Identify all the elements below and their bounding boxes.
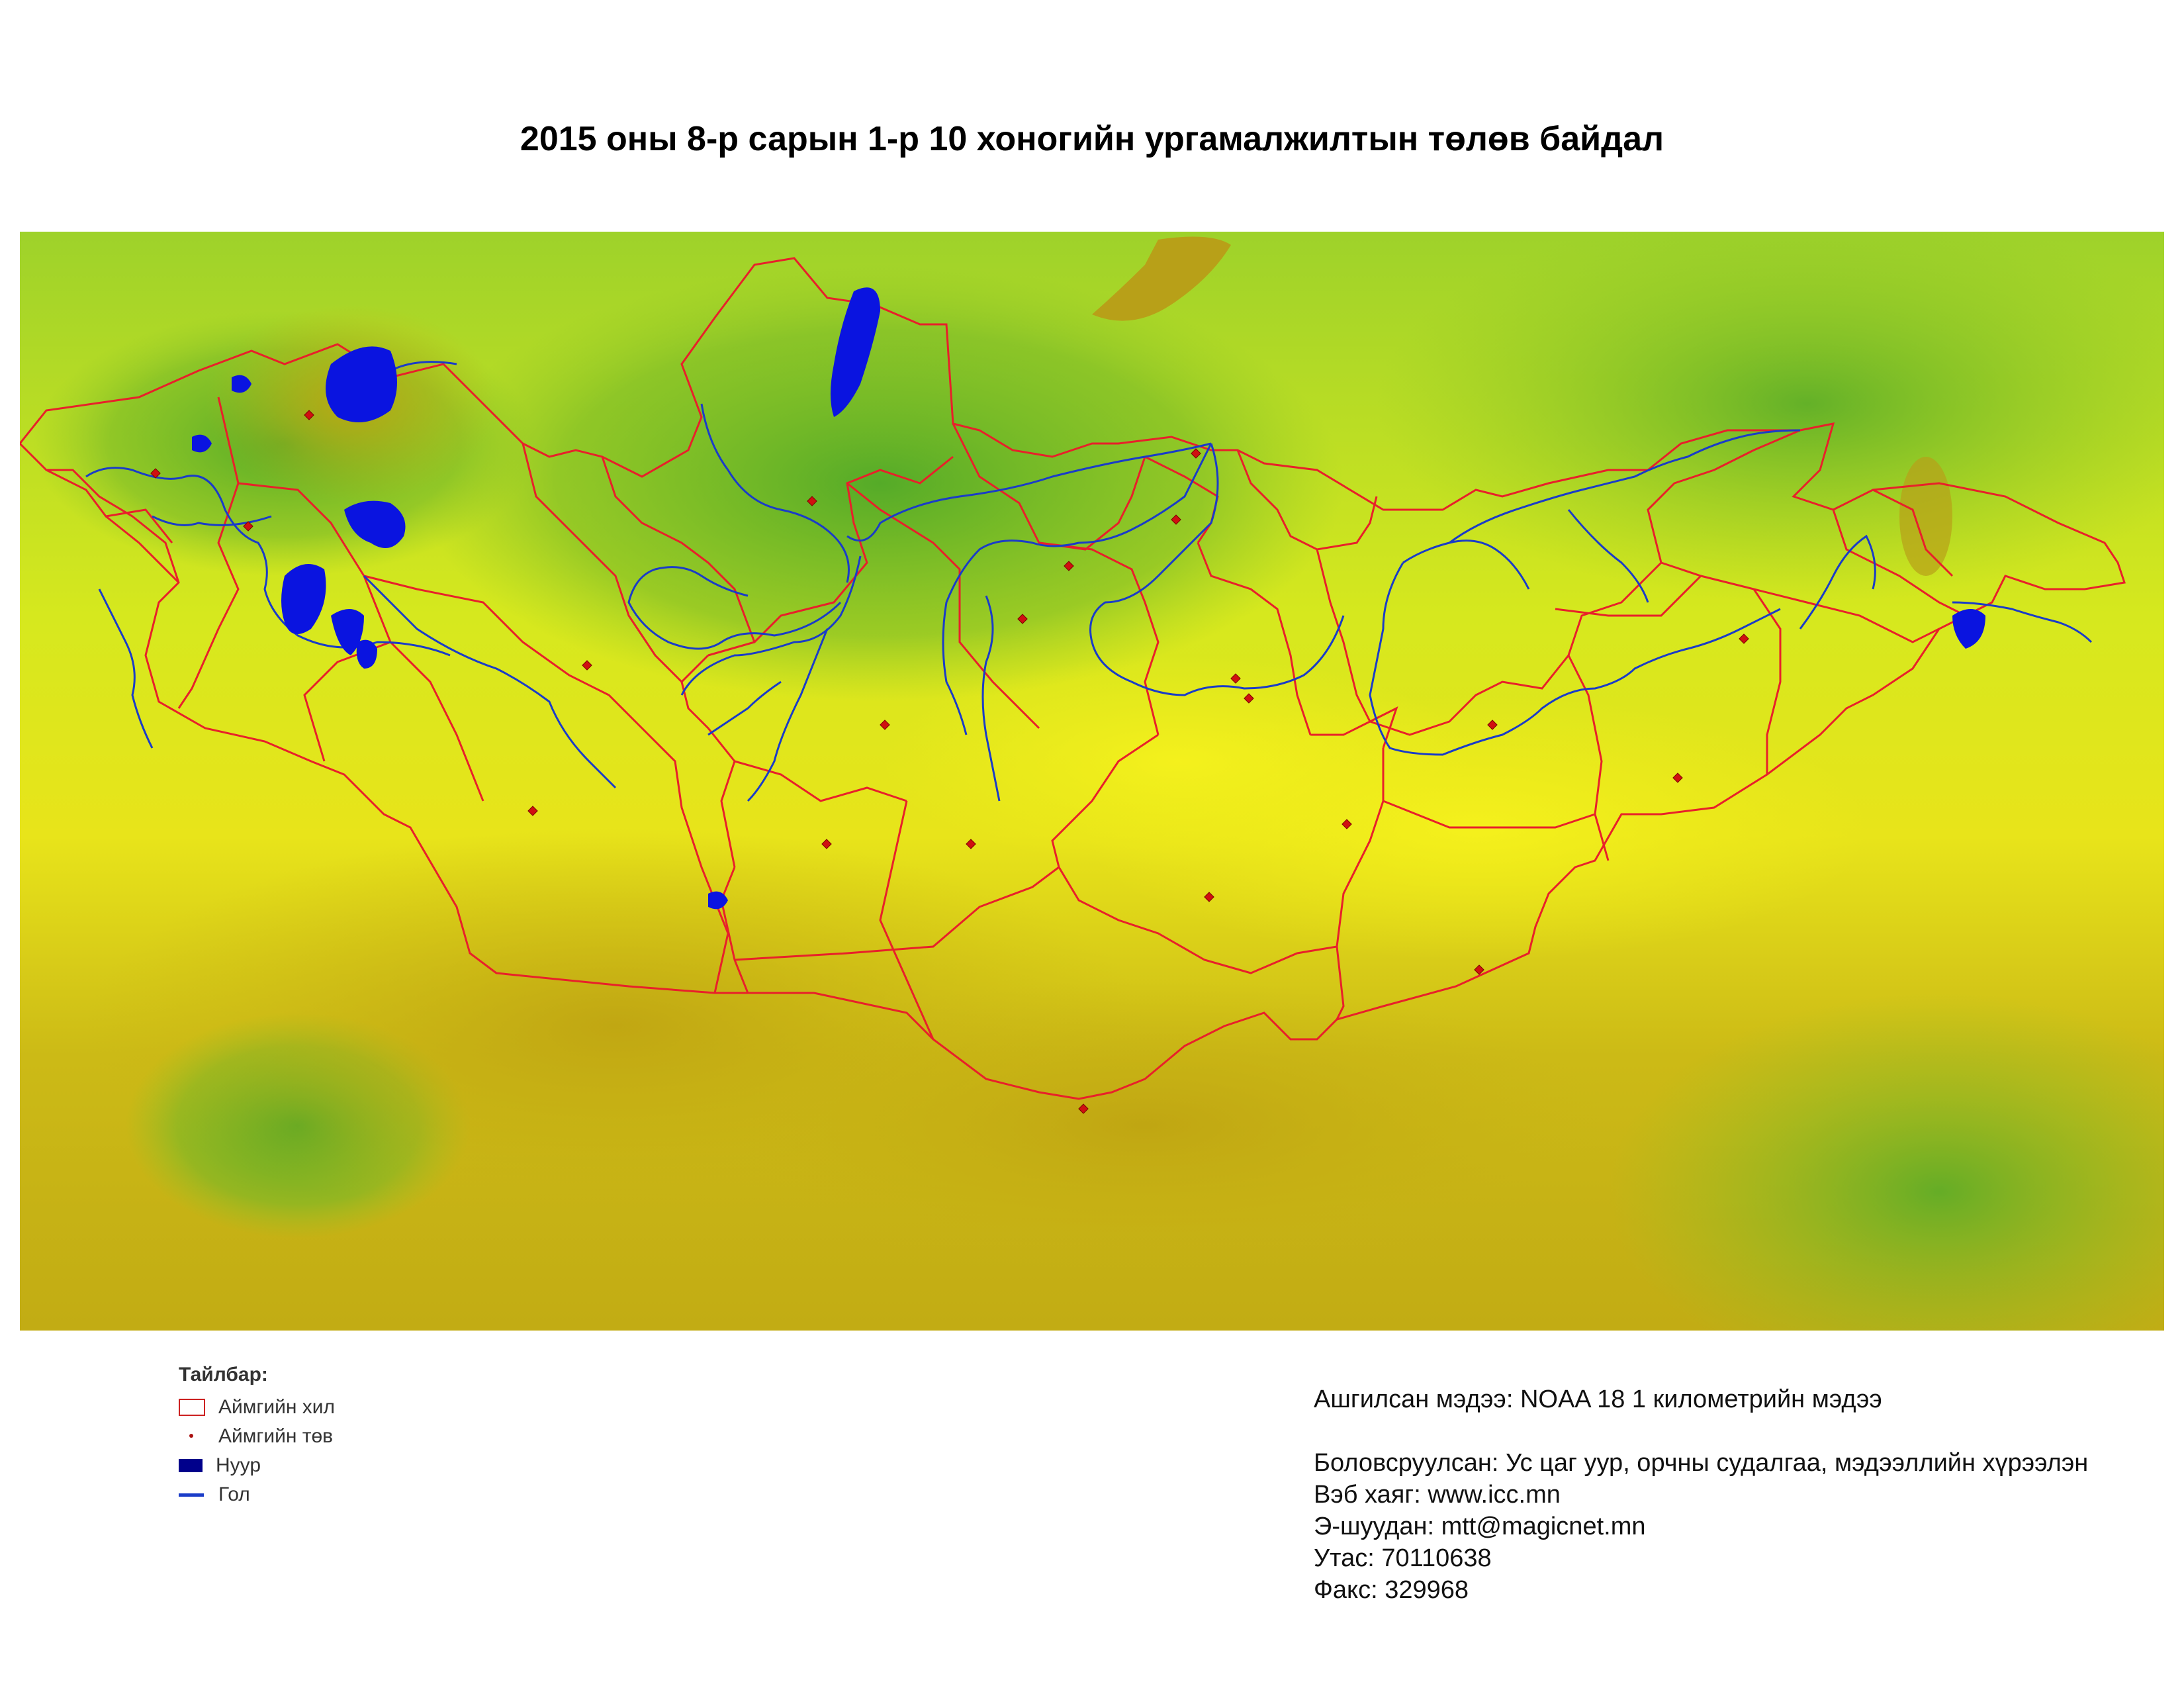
aimag-border-swatch (179, 1399, 205, 1416)
hulun-lake-area (1899, 457, 1952, 576)
sparse-zone-central-steppe (880, 655, 1476, 867)
data-source-text: Ашгилсан мэдээ: NOAA 18 1 километрийн мэдээ (1314, 1385, 1882, 1413)
aimag-center-swatch (179, 1428, 205, 1445)
legend-item-lake (179, 1451, 443, 1480)
map-canvas (20, 232, 2164, 1331)
desert-zone-gobi-south (682, 980, 1608, 1271)
info-block (1314, 1383, 2174, 1606)
email-text: Э-шуудан: mtt@magicnet.mn (1314, 1513, 1646, 1540)
vegetation-map (20, 232, 2164, 1331)
fax-text: Факс: 329968 (1314, 1576, 1469, 1604)
producer-text: Боловсруулсан: Ус цаг уур, орчны судалгаа, мэдээллийн хүрээлэн (1314, 1449, 2089, 1477)
legend-title: Тайлбар: (179, 1364, 268, 1385)
legend-label: Аймгийн хил (218, 1396, 336, 1418)
website-text: Вэб хаяг: www.icc.mn (1314, 1481, 1561, 1509)
map-legend (179, 1364, 443, 1509)
legend-label: Аймгийн төв (218, 1425, 334, 1447)
legend-item-aimag-center (179, 1422, 443, 1451)
river-swatch (179, 1486, 205, 1503)
lake-swatch (179, 1459, 203, 1472)
map-title: 2015 оны 8-р сарын 1-р 10 хоногийн ургамалжилтын төлөв байдал (520, 120, 1664, 158)
legend-label: Гол (218, 1483, 250, 1505)
phone-text: Утас: 70110638 (1314, 1544, 1492, 1572)
legend-label: Нуур (216, 1454, 261, 1476)
vegetation-zone-dense-north (417, 265, 1343, 702)
legend-item-aimag-border (179, 1393, 443, 1422)
legend-item-river (179, 1480, 443, 1509)
